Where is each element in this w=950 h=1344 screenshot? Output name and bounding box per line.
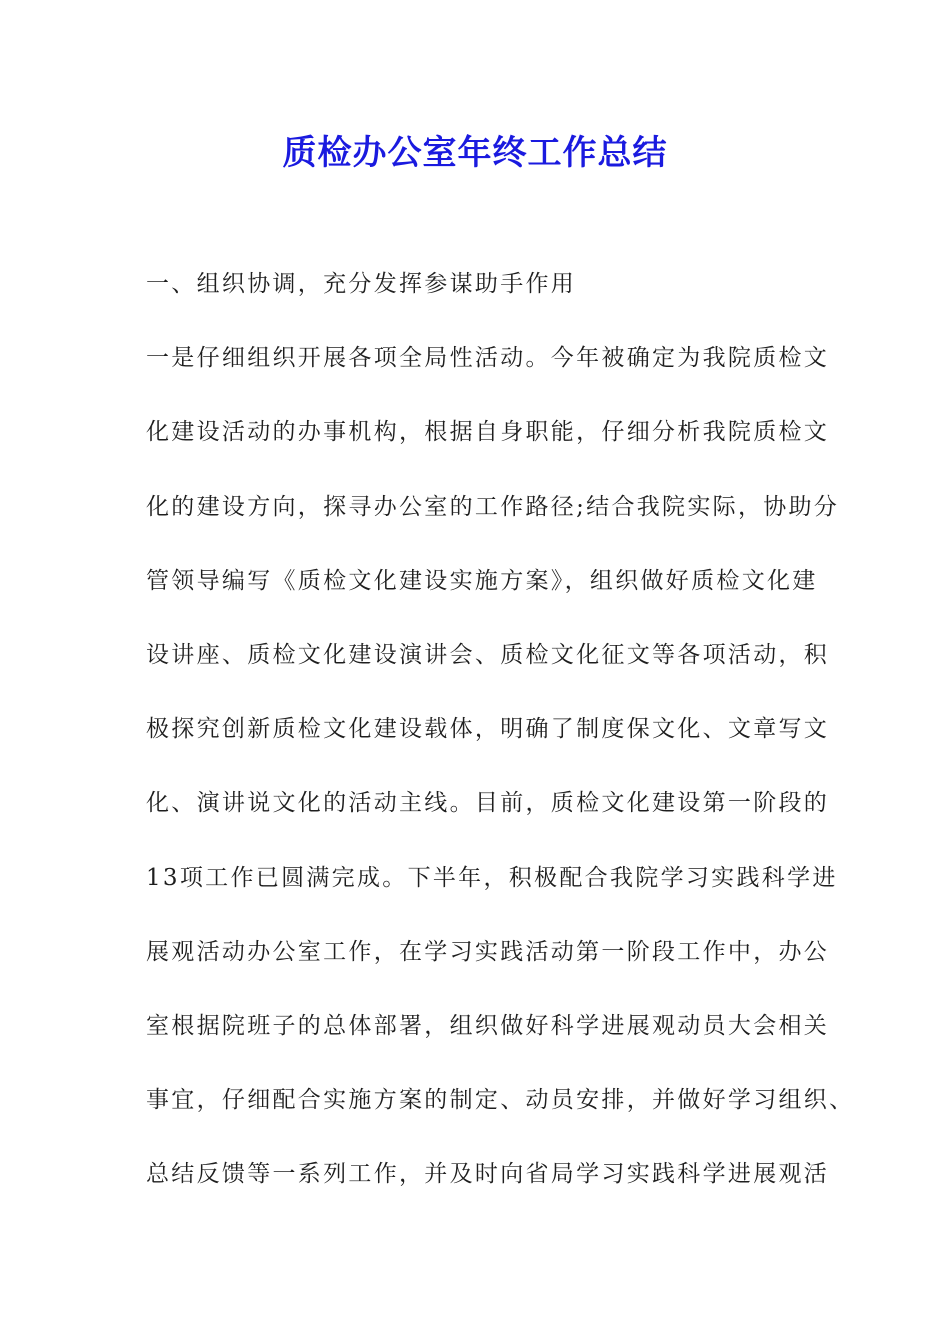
paragraph-line: 管领导编写《质检文化建设实施方案》，组织做好质检文化建	[146, 567, 818, 594]
paragraph-line: 13项工作已圆满完成。下半年，积极配合我院学习实践科学进	[146, 864, 838, 891]
paragraph-line: 展观活动办公室工作，在学习实践活动第一阶段工作中，办公	[146, 938, 830, 965]
paragraph-line: 化的建设方向，探寻办公室的工作路径;结合我院实际，协助分	[146, 493, 840, 520]
paragraph-line: 化、演讲说文化的活动主线。目前，质检文化建设第一阶段的	[146, 790, 830, 817]
paragraph-line: 室根据院班子的总体部署，组织做好科学进展观动员大会相关	[146, 1012, 830, 1039]
section-heading: 一、组织协调，充分发挥参谋助手作用	[146, 271, 577, 297]
paragraph-line: 一是仔细组织开展各项全局性活动。今年被确定为我院质检文	[146, 345, 830, 372]
document-title: 质检办公室年终工作总结	[282, 133, 668, 173]
paragraph-line: 事宜，仔细配合实施方案的制定、动员安排，并做好学习组织、	[146, 1087, 855, 1114]
paragraph-line: 化建设活动的办事机构，根据自身职能，仔细分析我院质检文	[146, 419, 830, 446]
document-body	[146, 262, 855, 1226]
paragraph-line: 设讲座、质检文化建设演讲会、质检文化征文等各项活动，积	[146, 641, 830, 668]
paragraph-line: 总结反馈等一系列工作，并及时向省局学习实践科学进展观活	[146, 1161, 830, 1188]
paragraph-line: 极探究创新质检文化建设载体，明确了制度保文化、文章写文	[146, 716, 830, 743]
